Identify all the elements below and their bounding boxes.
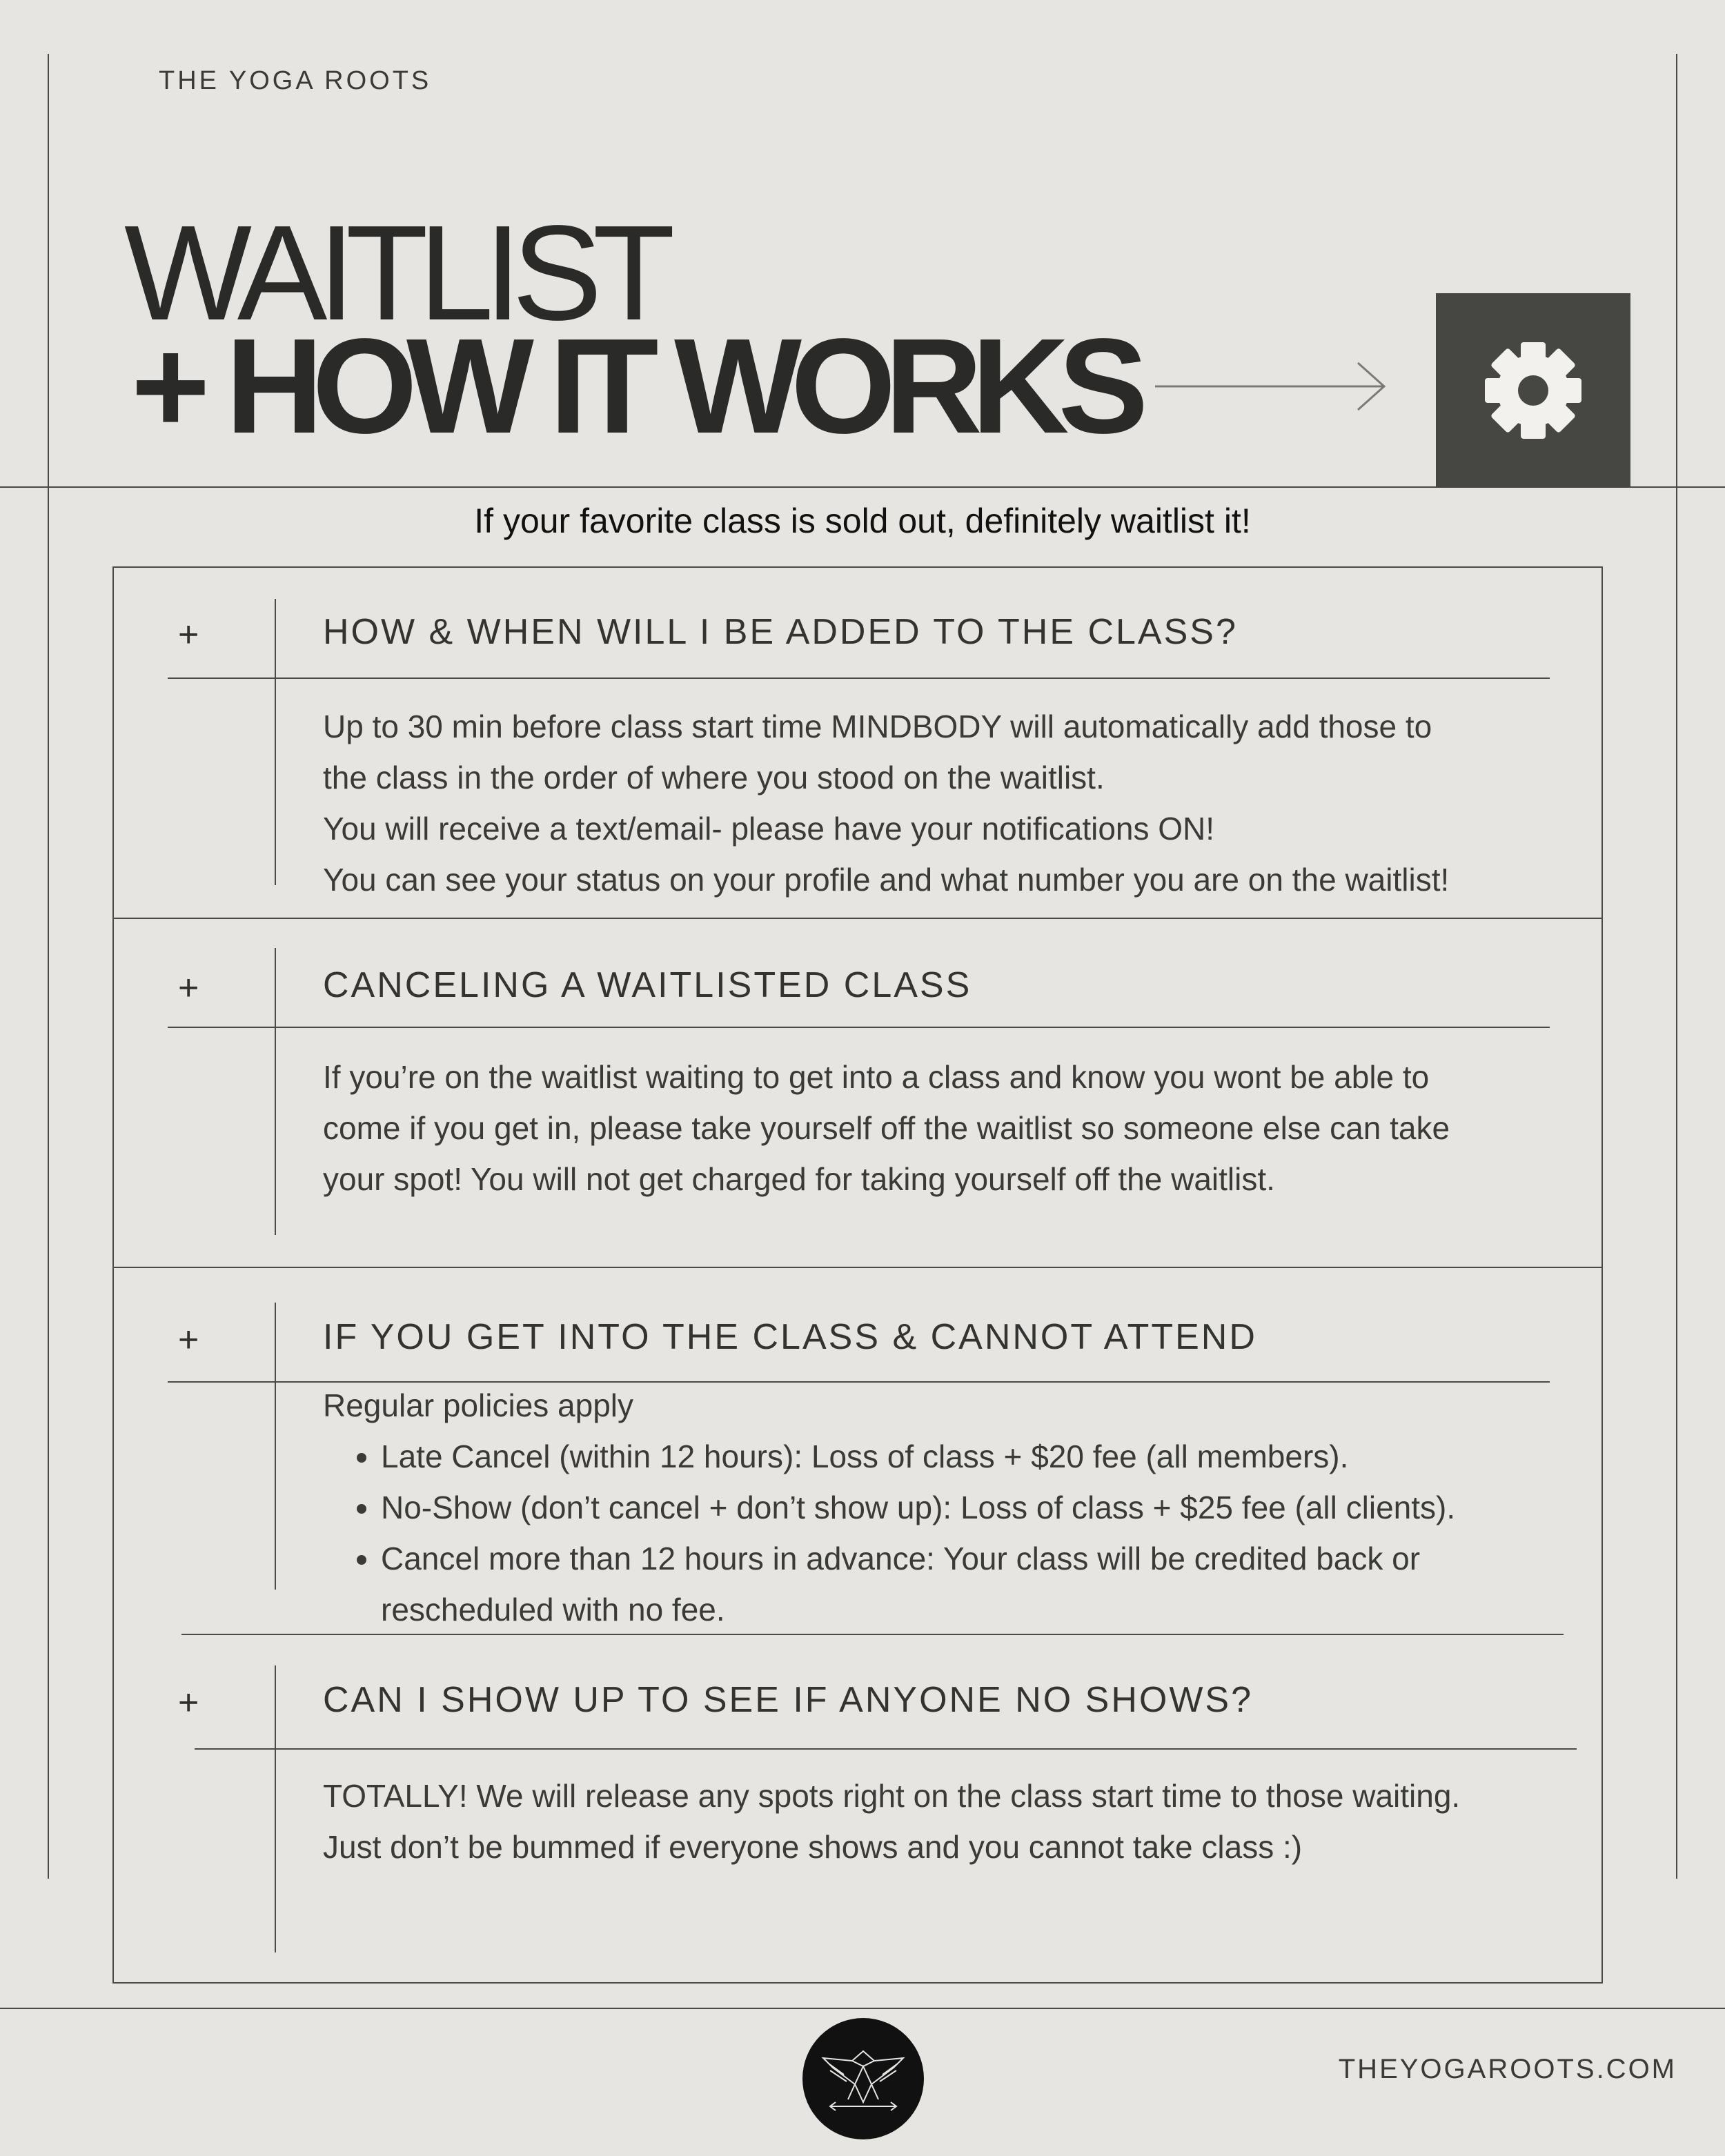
brand-name: THE YOGA ROOTS	[159, 66, 432, 95]
policy-list	[323, 1380, 1565, 1635]
website-link[interactable]: THEYOGAROOTS.COM	[1338, 2054, 1677, 2084]
body-line: You will receive a text/email- please have your notifications ON!	[323, 811, 1215, 847]
section-heading: CAN I SHOW UP TO SEE IF ANYONE NO SHOWS?	[323, 1680, 1254, 1720]
section-heading: CANCELING A WAITLISTED CLASS	[323, 965, 972, 1005]
section-vertical-line	[275, 599, 276, 885]
section-divider	[112, 1267, 1603, 1268]
section-body	[323, 1770, 1565, 1872]
eagle-logo-icon	[802, 2018, 924, 2139]
body-line: Just don’t be bummed if everyone shows and you cannot take class :)	[323, 1829, 1303, 1865]
section-vertical-line	[275, 1665, 276, 1952]
intro-text: If your favorite class is sold out, definitely waitlist it!	[474, 502, 1251, 540]
footer-divider	[0, 2008, 1725, 2009]
section-body	[323, 701, 1565, 905]
gear-tile	[1436, 293, 1630, 488]
section-heading: HOW & WHEN WILL I BE ADDED TO THE CLASS?	[323, 612, 1238, 652]
section-divider	[112, 918, 1603, 919]
body-line: the class in the order of where you stood on the waitlist.	[323, 760, 1105, 795]
policy-item: • Late Cancel (within 12 hours): Loss of class + $20 fee (all members).	[381, 1431, 1565, 1482]
gear-icon	[1436, 293, 1630, 488]
body-line: If you’re on the waitlist waiting to get into a class and know you wont be able to	[323, 1059, 1430, 1095]
page-title-line2: + HOW IT WORKS	[131, 310, 1138, 462]
arrow-right-icon	[1154, 359, 1388, 414]
plus-icon: +	[178, 615, 199, 655]
body-line: your spot! You will not get charged for taking yourself off the waitlist.	[323, 1161, 1275, 1197]
heading-underline	[168, 1027, 1550, 1028]
section-divider	[181, 1634, 1564, 1635]
section-vertical-line	[275, 948, 276, 1235]
frame-right-line	[1676, 54, 1677, 1879]
policy-item: • No-Show (don’t cancel + don’t show up): Loss of class + $25 fee (all clients).	[381, 1482, 1565, 1533]
plus-icon: +	[178, 968, 199, 1008]
plus-icon: +	[178, 1320, 199, 1360]
section-body	[323, 1051, 1565, 1205]
body-line: You can see your status on your profile and what number you are on the waitlist!	[323, 862, 1450, 898]
plus-icon: +	[178, 1683, 199, 1723]
policy-lead: Regular policies apply	[323, 1387, 634, 1423]
eagle-logo-graphic	[802, 2018, 924, 2139]
heading-underline	[168, 678, 1550, 679]
body-line: Up to 30 min before class start time MINDBODY will automatically add those to	[323, 709, 1432, 744]
heading-underline	[195, 1748, 1577, 1750]
page-title-line1: WAITLIST	[124, 197, 666, 348]
frame-left-line	[48, 54, 49, 1879]
body-line: come if you get in, please take yourself off the waitlist so someone else can take	[323, 1110, 1450, 1146]
section-vertical-line	[275, 1303, 276, 1590]
policy-item: • Cancel more than 12 hours in advance: Your class will be credited back or rescheduled with no fee.	[381, 1533, 1512, 1635]
body-line: TOTALLY! We will release any spots right on the class start time to those waiting.	[323, 1778, 1461, 1814]
section-heading: IF YOU GET INTO THE CLASS & CANNOT ATTEND	[323, 1317, 1257, 1357]
